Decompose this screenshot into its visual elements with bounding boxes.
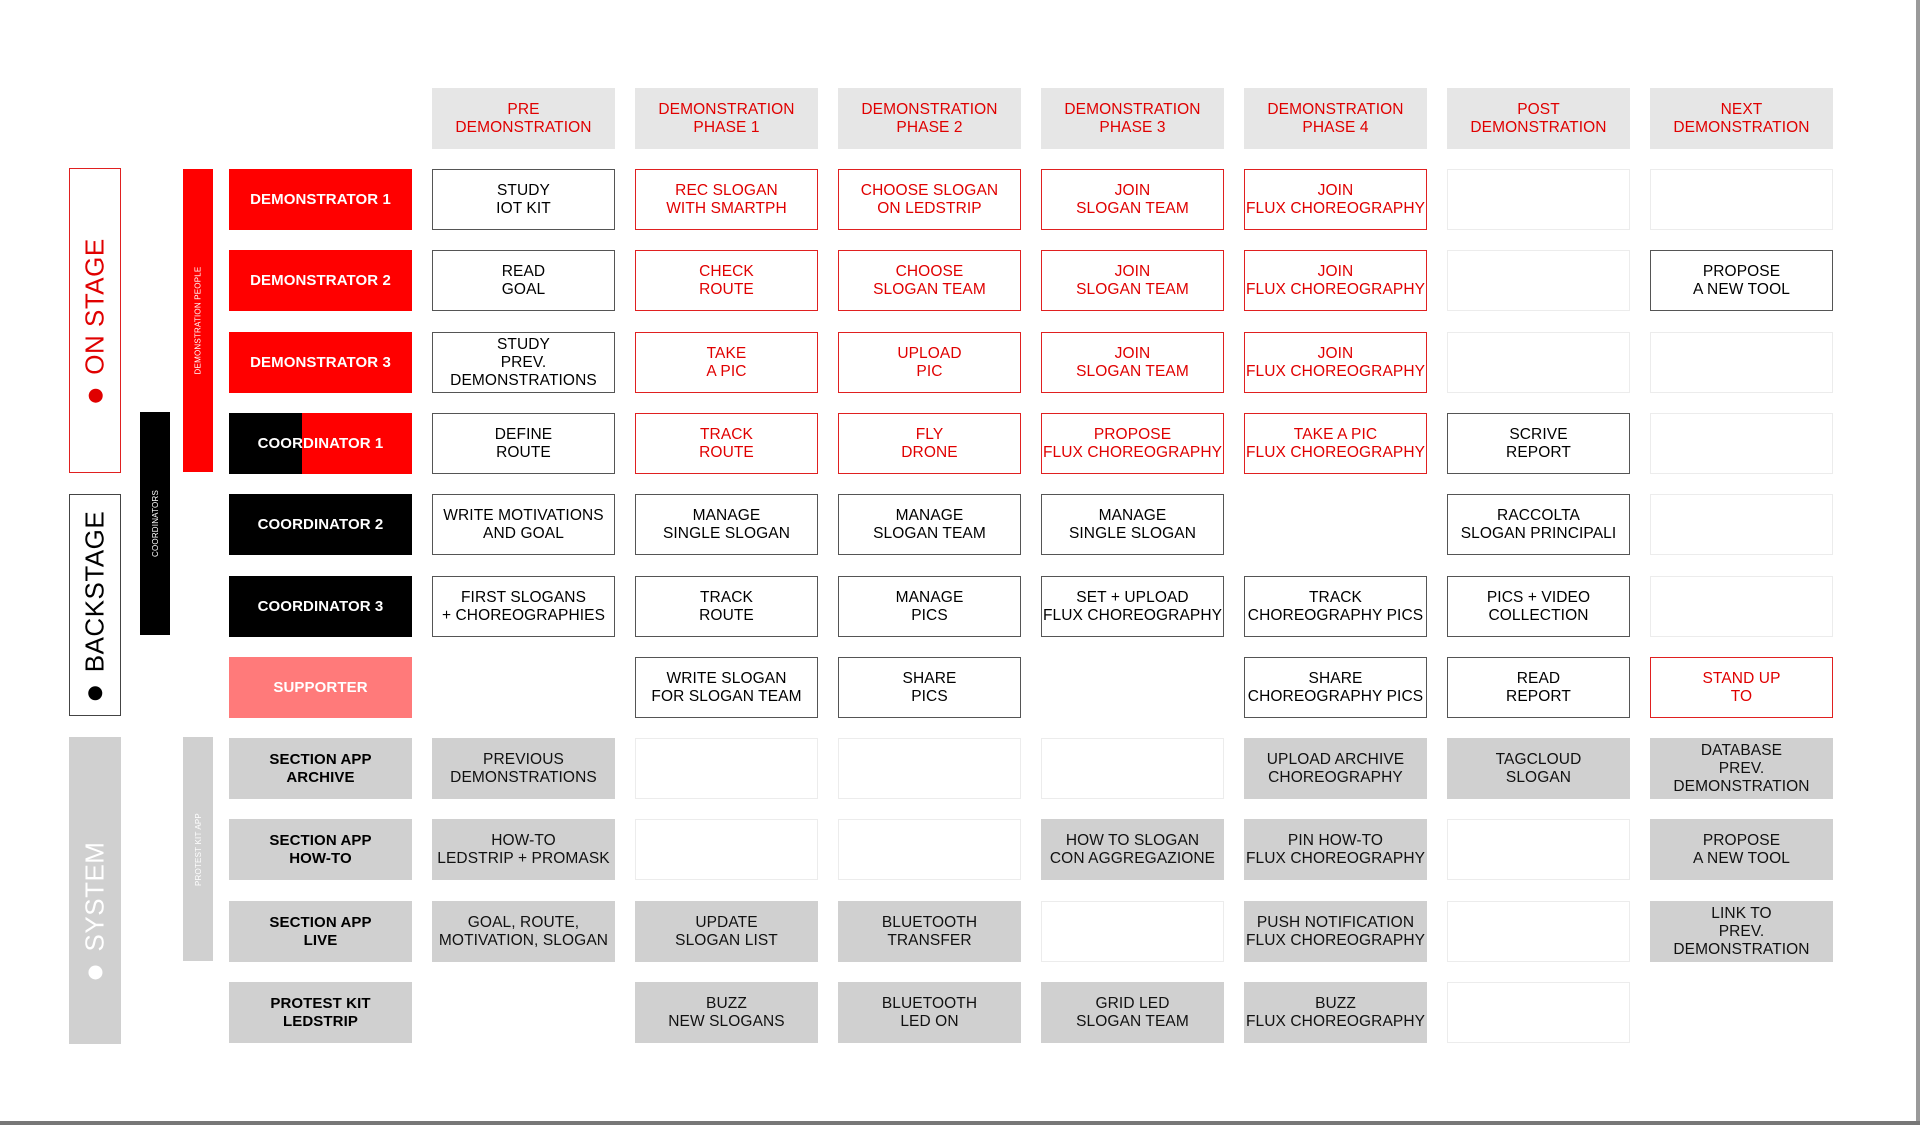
step-cell: JOIN FLUX CHOREOGRAPHY: [1244, 250, 1427, 311]
role-label: SUPPORTER: [229, 657, 412, 718]
step-cell: MANAGE SINGLE SLOGAN: [635, 494, 818, 555]
step-cell: CHECK ROUTE: [635, 250, 818, 311]
group-label-protest-kit-app: PROTEST KIT APP: [193, 812, 203, 886]
empty-step-cell: [1650, 332, 1833, 393]
lane-on-stage: [69, 168, 121, 473]
step-cell: UPDATE SLOGAN LIST: [635, 901, 818, 962]
step-cell: TAKE A PIC: [635, 332, 818, 393]
role-label: COORDINATOR 2: [229, 494, 412, 555]
group-bar-coordinators: [140, 412, 170, 635]
group-label-demonstration-people: DEMONSTRATION PEOPLE: [193, 266, 203, 375]
step-cell: JOIN SLOGAN TEAM: [1041, 169, 1224, 230]
step-cell: PUSH NOTIFICATION FLUX CHOREOGRAPHY: [1244, 901, 1427, 962]
empty-step-cell: [1650, 413, 1833, 474]
lane-backstage-label: BACKSTAGE: [79, 510, 110, 672]
white-dot-icon: [88, 965, 102, 979]
empty-step-cell: [1041, 738, 1224, 799]
step-cell: PREVIOUS DEMONSTRATIONS: [432, 738, 615, 799]
role-label: SECTION APP ARCHIVE: [229, 738, 412, 799]
step-cell: CHOOSE SLOGAN TEAM: [838, 250, 1021, 311]
role-label: DEMONSTRATOR 3: [229, 332, 412, 393]
step-cell: STUDY PREV. DEMONSTRATIONS: [432, 332, 615, 393]
right-divider: [1916, 0, 1920, 1121]
phase-header: PRE DEMONSTRATION: [432, 88, 615, 149]
empty-step-cell: [635, 819, 818, 880]
step-cell: BUZZ FLUX CHOREOGRAPHY: [1244, 982, 1427, 1043]
step-cell: MANAGE SINGLE SLOGAN: [1041, 494, 1224, 555]
phase-header: DEMONSTRATION PHASE 1: [635, 88, 818, 149]
role-label: DEMONSTRATOR 2: [229, 250, 412, 311]
step-cell: GRID LED SLOGAN TEAM: [1041, 982, 1224, 1043]
empty-step-cell: [1650, 169, 1833, 230]
step-cell: SHARE PICS: [838, 657, 1021, 718]
black-dot-icon: [88, 686, 102, 700]
step-cell: UPLOAD PIC: [838, 332, 1021, 393]
step-cell: BLUETOOTH LED ON: [838, 982, 1021, 1043]
phase-header: DEMONSTRATION PHASE 4: [1244, 88, 1427, 149]
step-cell: TRACK ROUTE: [635, 576, 818, 637]
empty-step-cell: [838, 819, 1021, 880]
empty-step-cell: [1041, 901, 1224, 962]
step-cell: CHOOSE SLOGAN ON LEDSTRIP: [838, 169, 1021, 230]
empty-step-cell: [1447, 250, 1630, 311]
role-label: DEMONSTRATOR 1: [229, 169, 412, 230]
step-cell: TAGCLOUD SLOGAN: [1447, 738, 1630, 799]
step-cell: HOW-TO LEDSTRIP + PROMASK: [432, 819, 615, 880]
role-label: SECTION APP LIVE: [229, 901, 412, 962]
phase-header: DEMONSTRATION PHASE 3: [1041, 88, 1224, 149]
empty-step-cell: [635, 738, 818, 799]
phase-header: POST DEMONSTRATION: [1447, 88, 1630, 149]
step-cell: STAND UP TO: [1650, 657, 1833, 718]
empty-step-cell: [1650, 494, 1833, 555]
role-label: PROTEST KIT LEDSTRIP: [229, 982, 412, 1043]
step-cell: BLUETOOTH TRANSFER: [838, 901, 1021, 962]
empty-step-cell: [1447, 332, 1630, 393]
step-cell: DEFINE ROUTE: [432, 413, 615, 474]
group-label-coordinators: COORDINATORS: [150, 490, 160, 557]
phase-header: DEMONSTRATION PHASE 2: [838, 88, 1021, 149]
step-cell: STUDY IOT KIT: [432, 169, 615, 230]
group-bar-demonstration-people: [183, 169, 213, 472]
phase-header: NEXT DEMONSTRATION: [1650, 88, 1833, 149]
step-cell: TRACK ROUTE: [635, 413, 818, 474]
lane-system: [69, 737, 121, 1044]
step-cell: SCRIVE REPORT: [1447, 413, 1630, 474]
step-cell: JOIN FLUX CHOREOGRAPHY: [1244, 332, 1427, 393]
empty-step-cell: [1447, 982, 1630, 1043]
step-cell: TRACK CHOREOGRAPHY PICS: [1244, 576, 1427, 637]
step-cell: WRITE MOTIVATIONS AND GOAL: [432, 494, 615, 555]
step-cell: PROPOSE FLUX CHOREOGRAPHY: [1041, 413, 1224, 474]
step-cell: FIRST SLOGANS + CHOREOGRAPHIES: [432, 576, 615, 637]
step-cell: JOIN FLUX CHOREOGRAPHY: [1244, 169, 1427, 230]
empty-step-cell: [838, 738, 1021, 799]
step-cell: PIN HOW-TO FLUX CHOREOGRAPHY: [1244, 819, 1427, 880]
step-cell: DATABASE PREV. DEMONSTRATION: [1650, 738, 1833, 799]
step-cell: JOIN SLOGAN TEAM: [1041, 332, 1224, 393]
step-cell: MANAGE PICS: [838, 576, 1021, 637]
step-cell: SHARE CHOREOGRAPHY PICS: [1244, 657, 1427, 718]
empty-step-cell: [1650, 576, 1833, 637]
step-cell: TAKE A PIC FLUX CHOREOGRAPHY: [1244, 413, 1427, 474]
role-label: COORDINATOR 3: [229, 576, 412, 637]
step-cell: REC SLOGAN WITH SMARTPH: [635, 169, 818, 230]
group-bar-protest-kit-app: [183, 737, 213, 961]
step-cell: GOAL, ROUTE, MOTIVATION, SLOGAN: [432, 901, 615, 962]
bottom-divider: [0, 1121, 1920, 1125]
step-cell: PROPOSE A NEW TOOL: [1650, 819, 1833, 880]
step-cell: RACCOLTA SLOGAN PRINCIPALI: [1447, 494, 1630, 555]
step-cell: SET + UPLOAD FLUX CHOREOGRAPHY: [1041, 576, 1224, 637]
empty-step-cell: [1447, 169, 1630, 230]
step-cell: JOIN SLOGAN TEAM: [1041, 250, 1224, 311]
step-cell: PROPOSE A NEW TOOL: [1650, 250, 1833, 311]
step-cell: READ REPORT: [1447, 657, 1630, 718]
step-cell: MANAGE SLOGAN TEAM: [838, 494, 1021, 555]
step-cell: WRITE SLOGAN FOR SLOGAN TEAM: [635, 657, 818, 718]
step-cell: BUZZ NEW SLOGANS: [635, 982, 818, 1043]
step-cell: PICS + VIDEO COLLECTION: [1447, 576, 1630, 637]
step-cell: LINK TO PREV. DEMONSTRATION: [1650, 901, 1833, 962]
step-cell: READ GOAL: [432, 250, 615, 311]
lane-on-stage-label: ON STAGE: [79, 238, 110, 375]
step-cell: FLY DRONE: [838, 413, 1021, 474]
role-label: COORDINATOR 1: [229, 413, 412, 474]
step-cell: HOW TO SLOGAN CON AGGREGAZIONE: [1041, 819, 1224, 880]
lane-backstage: [69, 494, 121, 716]
empty-step-cell: [1447, 819, 1630, 880]
step-cell: UPLOAD ARCHIVE CHOREOGRAPHY: [1244, 738, 1427, 799]
role-label: SECTION APP HOW-TO: [229, 819, 412, 880]
red-dot-icon: [88, 389, 102, 403]
empty-step-cell: [1447, 901, 1630, 962]
lane-system-label: SYSTEM: [79, 841, 110, 952]
